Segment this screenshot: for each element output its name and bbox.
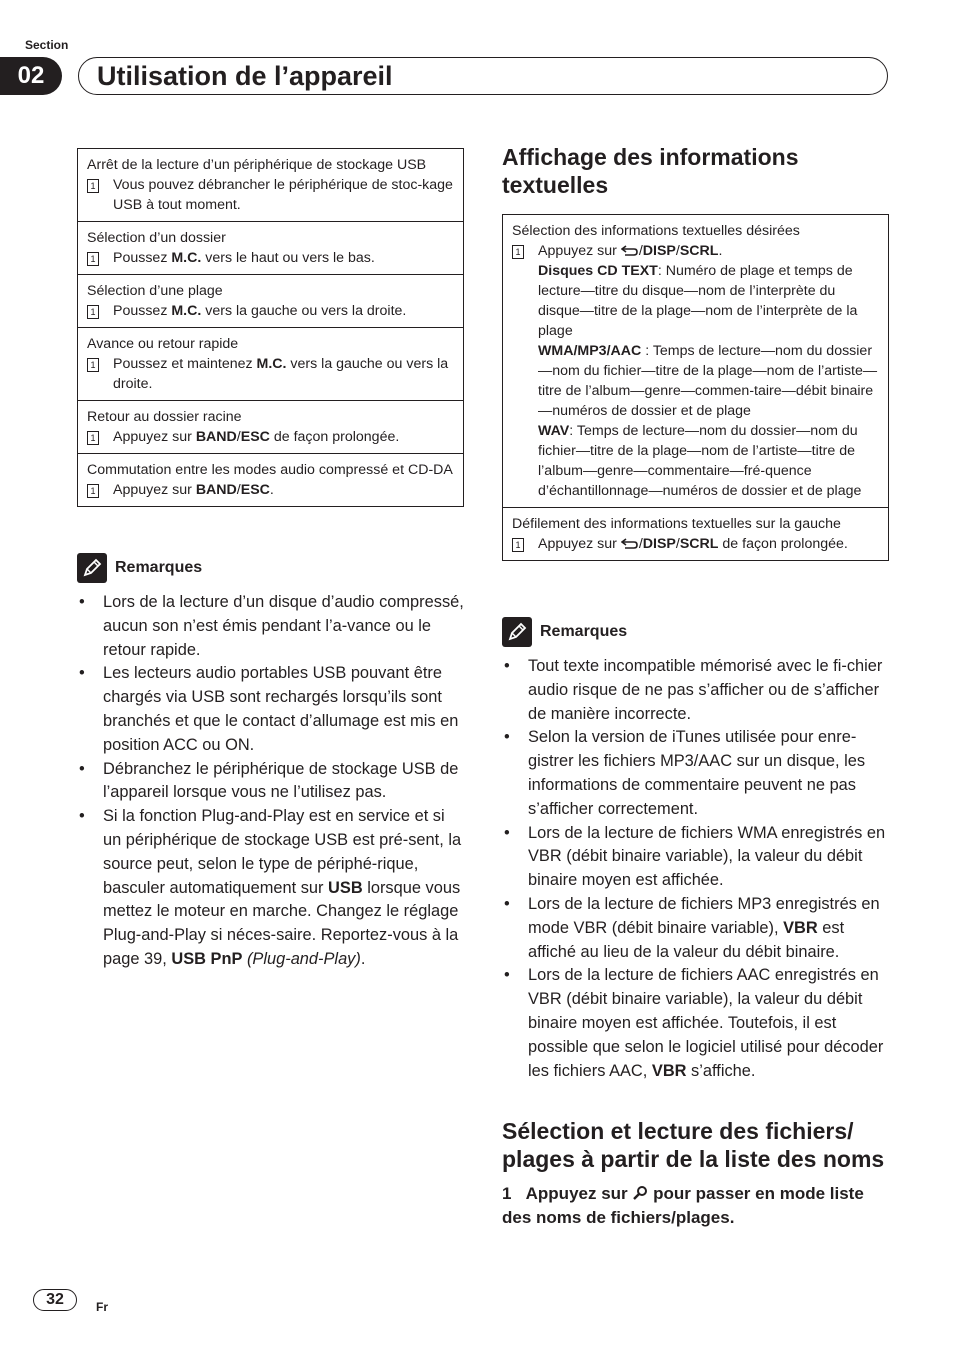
text-info-table bbox=[502, 214, 889, 561]
table-row bbox=[78, 275, 463, 328]
step bbox=[87, 354, 454, 394]
section-heading: Sélection et lecture des fichiers/ plages à partir de la liste des noms bbox=[502, 1118, 885, 1172]
row-heading: Défilement des informations textuelles sur la gauche bbox=[512, 516, 841, 532]
step-number: 1 bbox=[87, 358, 99, 372]
list-item: • Tout texte incompatible mémorisé avec le fi-chier audio risque de ne pas s’afficher ou de s’afficher de manière incorrecte. bbox=[502, 655, 892, 726]
table-row bbox=[78, 149, 463, 222]
notes-list bbox=[502, 655, 892, 1083]
right-notes bbox=[502, 617, 892, 1083]
step-number: 1 bbox=[87, 179, 99, 193]
list-item: • Lors de la lecture de fichiers MP3 enregistrés en mode VBR (débit binaire variable), VBR est affiché au lieu de la valeur du débit binaire. bbox=[502, 893, 892, 964]
table-row bbox=[503, 215, 888, 508]
step-text: Appuyez sur /DISP/SCRL. Disques CD TEXT: Numéro de plage et temps de lecture—titre du disque—nom de l’interprète du disque—titre de la plage—nom de l’interprète de la plage WMA/MP3/AAC : Temps de lecture—nom du dossier—nom du fichier—titre de la plage—nom de l’artiste—titre de l’album—genre—commen-taire—débit binaire—numéros de dossier et de plage WAV: Temps de lecture—nom du dossier—nom du fichier—titre de la plage—nom de l’artiste—titre de l’album—genre—commentaire—fré-quence d’échantillonnage—numéros de dossier et de plage bbox=[538, 243, 878, 499]
list-item: • Lors de la lecture de fichiers AAC enregistrés en VBR (débit binaire variable), la valeur du débit binaire moyen est affichée. Toutefois, il est possible que selon le logiciel utilisé pour décoder les fichiers AAC, VBR s’affiche. bbox=[502, 964, 892, 1083]
row-heading: Arrêt de la lecture d’un périphérique de stockage USB bbox=[87, 157, 427, 173]
table-row bbox=[78, 401, 463, 454]
step bbox=[87, 248, 454, 268]
list-item: • Si la fonction Plug-and-Play est en service et si un périphérique de stockage USB est pré-sent, la source peut, selon le type de périphé-rique, basculer automatiquement sur USB lorsque vous mettez le moteur en marche. Changez le réglage Plug-and-Play si néces-saire. Reportez-vous à la page 39, USB PnP (Plug-and-Play). bbox=[77, 805, 467, 972]
step-number: 1 bbox=[87, 431, 99, 445]
left-operations-table bbox=[77, 148, 464, 507]
instruction-step: 1 Appuyez sur pour passer en mode liste des noms de fichiers/plages. bbox=[502, 1184, 864, 1227]
row-heading: Sélection d’une plage bbox=[87, 283, 223, 299]
wma-description: WMA/MP3/AAC : Temps de lecture—nom du dossier—nom du fichier—titre de la plage—nom de l’artiste—titre de l’album—genre—commen-taire—débit binaire—numéros de dossier et de plage bbox=[538, 343, 878, 419]
notes-heading: Remarques bbox=[502, 617, 892, 647]
language-label: Fr bbox=[96, 1300, 108, 1314]
back-arrow-icon bbox=[621, 244, 639, 257]
notes-list bbox=[77, 591, 467, 972]
pencil-icon bbox=[77, 553, 107, 583]
page-title: Utilisation de l’appareil bbox=[78, 57, 888, 95]
row-heading: Avance ou retour rapide bbox=[87, 336, 239, 352]
table-row bbox=[78, 328, 463, 401]
step-number: 1 bbox=[512, 245, 524, 259]
row-heading: Retour au dossier racine bbox=[87, 409, 242, 425]
step-text: Appuyez sur /DISP/SCRL de façon prolongée. bbox=[538, 536, 848, 552]
search-icon bbox=[632, 1185, 648, 1201]
section-heading: Affichage des informations textuelles bbox=[502, 144, 799, 198]
step bbox=[512, 241, 879, 501]
cd-text-description: Disques CD TEXT: Numéro de plage et temps de lecture—titre du disque—nom de l’interprète du disque—titre de la plage—nom de l’interprète de la plage bbox=[538, 263, 858, 339]
step bbox=[87, 301, 454, 321]
notes-heading: Remarques bbox=[77, 553, 467, 583]
step-number: 1 bbox=[87, 305, 99, 319]
left-notes bbox=[77, 553, 467, 972]
step-number: 1 bbox=[87, 484, 99, 498]
step-number: 1 bbox=[512, 538, 524, 552]
table-row bbox=[503, 508, 888, 560]
step-number: 1 bbox=[87, 252, 99, 266]
step-text: Appuyez sur BAND/ESC. bbox=[113, 482, 274, 498]
table-row bbox=[78, 222, 463, 275]
step-text: Poussez M.C. vers la gauche ou vers la droite. bbox=[113, 303, 407, 319]
row-heading: Sélection d’un dossier bbox=[87, 230, 226, 246]
row-heading: Commutation entre les modes audio compressé et CD-DA bbox=[87, 462, 453, 478]
step-text: Poussez et maintenez M.C. vers la gauche ou vers la droite. bbox=[113, 356, 449, 392]
step-text: Poussez M.C. vers le haut ou vers le bas. bbox=[113, 250, 375, 266]
step bbox=[87, 480, 454, 500]
back-arrow-icon bbox=[621, 537, 639, 550]
section-number: 02 bbox=[0, 57, 62, 95]
list-item: • Selon la version de iTunes utilisée pour enre-gistrer les fichiers MP3/AAC sur un disque, les informations de commentaire peuvent ne pas s’afficher correctement. bbox=[502, 726, 892, 821]
row-heading: Sélection des informations textuelles désirées bbox=[512, 223, 800, 239]
list-item: • Lors de la lecture de fichiers WMA enregistrés en VBR (débit binaire variable), la valeur du débit binaire moyen est affichée. bbox=[502, 822, 892, 893]
step bbox=[87, 175, 454, 215]
step-text: Vous pouvez débrancher le périphérique de stoc-kage USB à tout moment. bbox=[113, 177, 453, 213]
list-item: • Les lecteurs audio portables USB pouvant être chargés via USB sont rechargés lorsqu’ils sont branchés et que le contact d’allumage est mis en position ACC ou ON. bbox=[77, 662, 467, 757]
step-number: 1 bbox=[502, 1184, 512, 1203]
step bbox=[512, 534, 879, 554]
table-row bbox=[78, 454, 463, 506]
step-text: Appuyez sur BAND/ESC de façon prolongée. bbox=[113, 429, 400, 445]
step bbox=[87, 427, 454, 447]
list-item: • Débranchez le périphérique de stockage USB de l’appareil lorsque vous ne l’utilisez pas. bbox=[77, 758, 467, 806]
page-number: 32 bbox=[33, 1289, 77, 1311]
wav-description: WAV: Temps de lecture—nom du dossier—nom du fichier—titre de la plage—nom de l’artiste—titre de l’album—genre—commentaire—fré-quence d’échantillonnage—numéros de dossier et de plage bbox=[538, 423, 862, 499]
pencil-icon bbox=[502, 617, 532, 647]
list-item: • Lors de la lecture d’un disque d’audio compressé, aucun son n’est émis pendant l’a-vance ou le retour rapide. bbox=[77, 591, 467, 662]
section-label: Section bbox=[25, 38, 69, 52]
